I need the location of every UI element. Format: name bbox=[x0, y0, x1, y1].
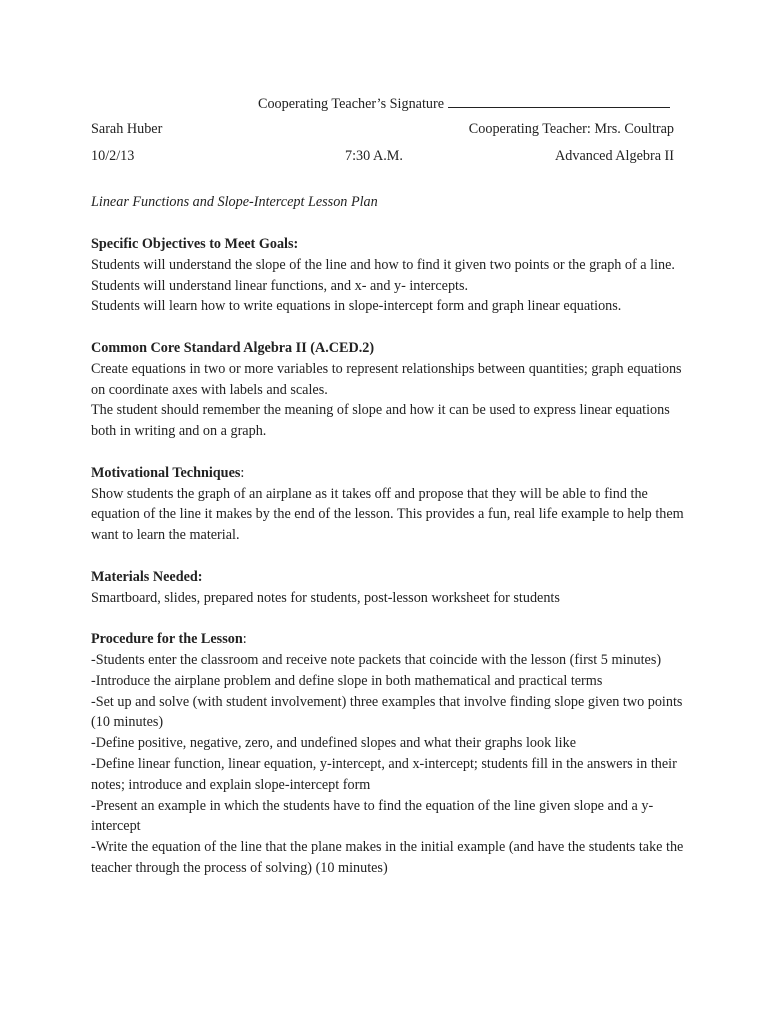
procedure-step: -Define positive, negative, zero, and undefined slopes and what their graphs look like bbox=[91, 735, 576, 752]
standard-line: Create equations in two or more variables to represent relationships between quantities; graph equations on coordinate axes with labels and scales. bbox=[91, 360, 682, 398]
cooperating-teacher: Cooperating Teacher: Mrs. Coultrap bbox=[468, 121, 674, 137]
procedure-step: -Students enter the classroom and receive note packets that coincide with the lesson (first 5 minutes) bbox=[91, 651, 662, 668]
lesson-body bbox=[91, 234, 687, 900]
standard-heading: Common Core Standard Algebra II (A.CED.2) bbox=[91, 339, 375, 356]
objective-line: Students will understand linear functions, and x- and y- intercepts. bbox=[91, 277, 469, 294]
procedure-heading-colon: : bbox=[242, 631, 247, 648]
procedure-section bbox=[91, 629, 687, 879]
lesson-date: 10/2/13 bbox=[91, 148, 135, 164]
objectives-heading: Specific Objectives to Meet Goals: bbox=[91, 236, 299, 252]
materials-heading: Materials Needed: bbox=[91, 568, 203, 585]
procedure-step: -Set up and solve (with student involvement) three examples that involve finding slope given two points (10 minutes) bbox=[91, 693, 683, 731]
standard-line: The student should remember the meaning of slope and how it can be used to express linear equations both in writing and on a graph. bbox=[91, 402, 670, 440]
procedure-step: -Write the equation of the line that the plane makes in the initial example (and have the students take the teacher through the process of solving) (10 minutes) bbox=[91, 839, 684, 876]
student-name: Sarah Huber bbox=[91, 121, 163, 137]
materials-section bbox=[91, 567, 687, 609]
motivation-heading-row bbox=[91, 463, 687, 484]
procedure-step: -Present an example in which the students have to find the equation of the line given slope and a y-intercept bbox=[91, 797, 654, 835]
standard-section bbox=[91, 338, 687, 442]
motivation-heading: Motivational Techniques bbox=[91, 464, 241, 481]
signature-line bbox=[258, 93, 670, 114]
procedure-step: -Define linear function, linear equation, y-intercept, and x-intercept; students fill in the answers in their notes; introduce and explain slope-intercept form bbox=[91, 755, 677, 793]
motivation-heading-colon: : bbox=[240, 464, 245, 481]
signature-label: Cooperating Teacher’s Signature bbox=[258, 96, 445, 112]
motivation-line: Show students the graph of an airplane as it takes off and propose that they will be able to find the equation of the line it makes by the end of the lesson. This provides a fun, real life example to help them want to learn the material. bbox=[91, 485, 684, 544]
materials-line: Smartboard, slides, prepared notes for students, post-lesson worksheet for students bbox=[91, 589, 560, 606]
objective-line: Students will understand the slope of the line and how to find it given two points or the graph of a line. bbox=[91, 256, 675, 273]
procedure-heading: Procedure for the Lesson bbox=[91, 631, 243, 648]
procedure-step: -Introduce the airplane problem and define slope in both mathematical and practical terms bbox=[91, 672, 603, 689]
signature-blank bbox=[448, 93, 670, 108]
lesson-time: 7:30 A.M. bbox=[345, 148, 403, 164]
objectives-section bbox=[91, 234, 687, 317]
objective-line: Students will learn how to write equations in slope-intercept form and graph linear equations. bbox=[91, 298, 622, 315]
lesson-title: Linear Functions and Slope-Intercept Lesson Plan bbox=[91, 194, 378, 210]
procedure-heading-row bbox=[91, 629, 687, 650]
motivation-section bbox=[91, 463, 687, 546]
course-name: Advanced Algebra II bbox=[555, 148, 674, 164]
